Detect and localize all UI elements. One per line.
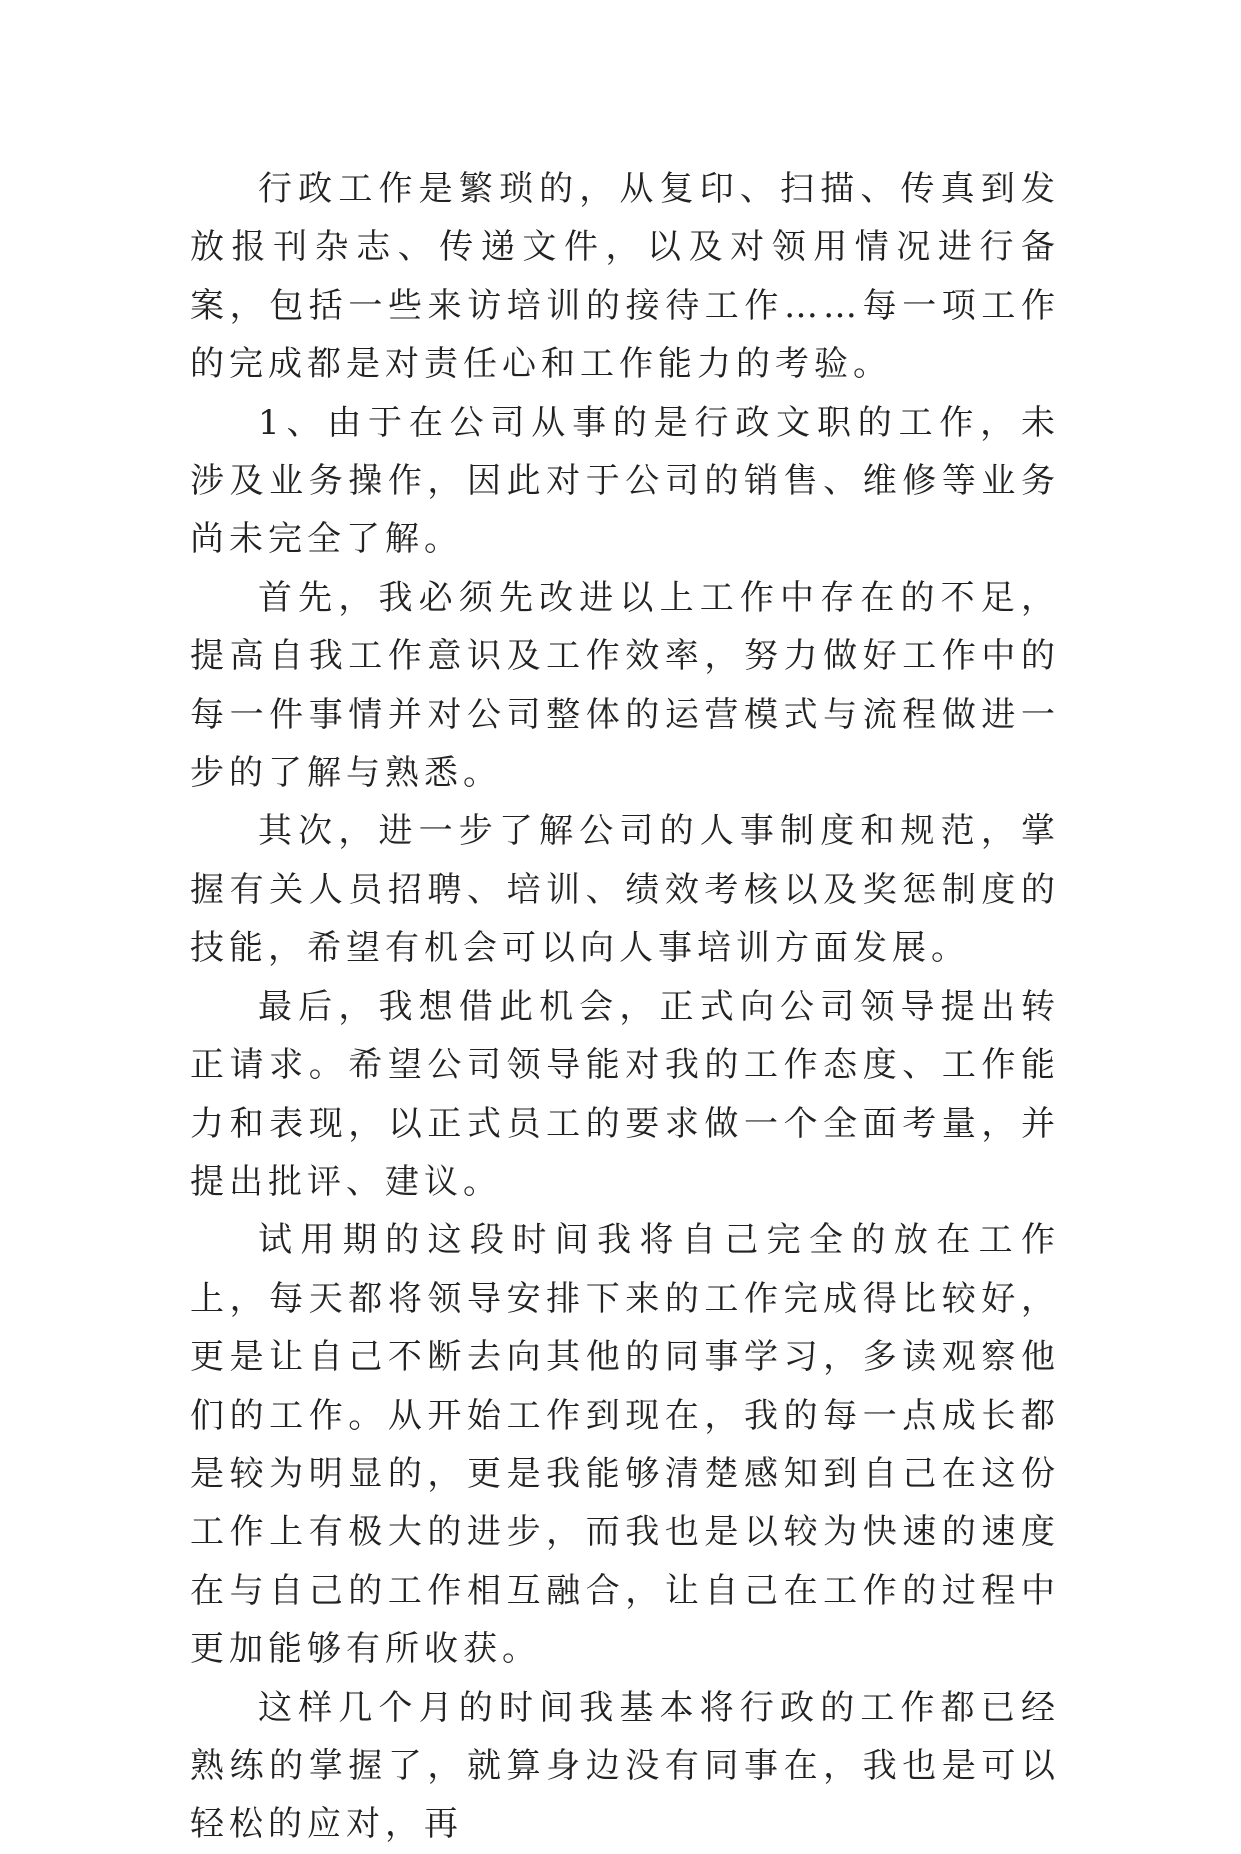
paragraph-item-1: 1、由于在公司从事的是行政文职的工作，未涉及业务操作，因此对于公司的销售、维修等业务尚未完全了解。 [190,402,1060,560]
document-body [190,160,1060,1854]
paragraph-first: 首先，我必须先改进以上工作中存在的不足，提高自我工作意识及工作效率，努力做好工作中的每一件事情并对公司整体的运营模式与流程做进一步的了解与熟悉。 [190,577,1060,794]
paragraph-second: 其次，进一步了解公司的人事制度和规范，掌握有关人员招聘、培训、绩效考核以及奖惩制度的技能，希望有机会可以向人事培训方面发展。 [190,811,1060,969]
paragraph-admin-work: 行政工作是繁琐的，从复印、扫描、传真到发放报刊杂志、传递文件，以及对领用情况进行备案，包括一些来访培训的接待工作……每一项工作的完成都是对责任心和工作能力的考验。 [190,169,1060,385]
paragraph-finally: 最后，我想借此机会，正式向公司领导提出转正请求。希望公司领导能对我的工作态度、工作能力和表现，以正式员工的要求做一个全面考量，并提出批评、建议。 [190,986,1060,1202]
paragraph-probation: 试用期的这段时间我将自己完全的放在工作上，每天都将领导安排下来的工作完成得比较好，更是让自己不断去向其他的同事学习，多读观察他们的工作。从开始工作到现在，我的每一点成长都是较为明显的，更是我能够清楚感知到自己在这份工作上有极大的进步，而我也是以较为快速的速度在与自己的工作相互融合，让自己在工作的过程中更加能够有所收获。 [190,1220,1060,1670]
paragraph-months: 这样几个月的时间我基本将行政的工作都已经熟练的掌握了，就算身边没有同事在，我也是可以轻松的应对，再 [190,1687,1060,1845]
